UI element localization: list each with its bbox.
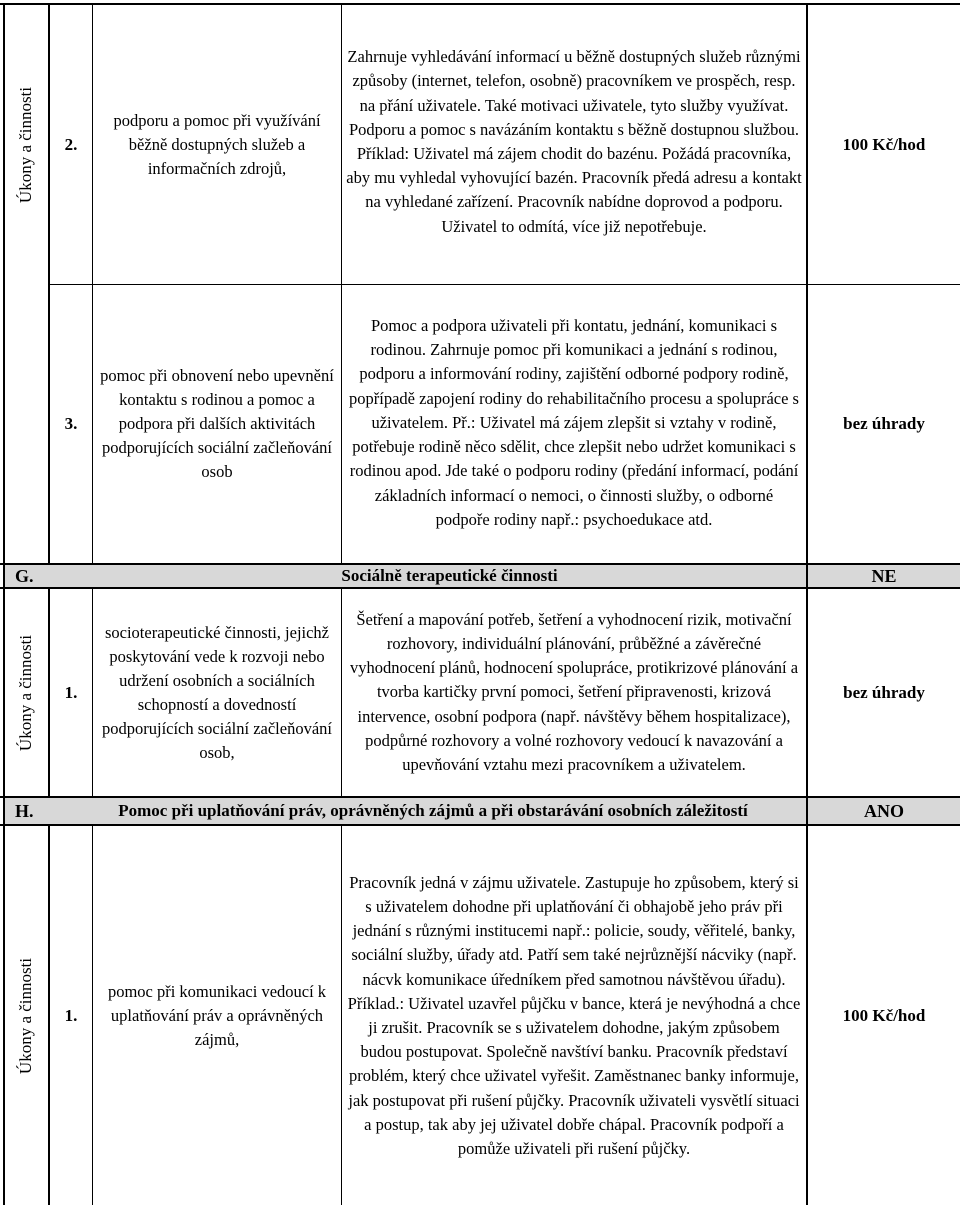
section-g-letter: G. [15, 565, 34, 586]
row-2-number: 2. [64, 134, 78, 154]
side-label-h: Úkony a činnosti [16, 957, 36, 1074]
section-h-row-task: pomoc při komunikaci vedoucí k uplatňování práv a oprávněných zájmů, [107, 981, 327, 1049]
section-h-title: Pomoc při uplatňování práv, oprávněných zájmů a při obstarávání osobních záležitostí [118, 801, 748, 820]
row-2-price: 100 Kč/hod [842, 134, 926, 154]
row-2-description: Zahrnuje vyhledávání informací u běžně dostupných služeb různými způsoby (internet, telefon, osobně) pracovníkem ve prospěch, resp. na přání uživatele. Také motivaci uživatele, tyto služby využívat. Podporu a pomoc s navázáním kontaktu s běžně dostupnou službou. Příklad: Uživatel má zájem chodit do bazénu. Požádá pracovníka, aby mu vyhledal vyhovující bazén. Pracovník předá adresu a kontakt na vyhledané zařízení. Pracovník nabídne doprovod a podporu. Uživatel to odmítá, více již nepotřebuje. [346, 47, 802, 236]
row-2-task: podporu a pomoc při využívání běžně dostupných služeb a informačních zdrojů, [113, 110, 321, 178]
section-g-row-number: 1. [64, 682, 78, 702]
side-label-g: Úkony a činnosti [16, 634, 36, 751]
section-g-flag: NE [871, 565, 897, 586]
section-h-letter: H. [15, 800, 34, 821]
section-h-flag: ANO [864, 800, 904, 821]
section-g-title: Sociálně terapeutické činnosti [341, 566, 558, 585]
row-3-task: pomoc při obnovení nebo upevnění kontaktu s rodinou a pomoc a podpora při dalších aktivitách podporujících sociální začleňování osob [100, 366, 334, 481]
section-g-row-task: socioterapeutické činnosti, jejichž poskytování vede k rozvoji nebo udržení osobních a sociálních schopností a dovedností podporujících sociální začleňování osob, [101, 622, 332, 762]
side-label-top: Úkony a činnosti [16, 86, 36, 203]
row-3-description: Pomoc a podpora uživateli při kontatu, jednání, komunikaci s rodinou. Zahrnuje pomoc při komunikaci a jednání s rodinou, podporu a informování rodiny, zajištění odborné podpory rodině, popřípadě zapojení rodiny do rehabilitačního procesu a spolupráce s uživatelem. Př.: Uživatel má zájem zlepšit si vztahy v rodině, potřebuje rodině něco sdělit, chce zlepšit nebo udržet komunikaci s rodinou apod. Jde také o podporu rodiny (předání informací, podání základních informací o nemoci, o činnosti služby, o odborné podpoře rodiny např.: psychoedukace atd. [349, 316, 799, 529]
section-g-row-description: Šetření a mapování potřeb, šetření a vyhodnocení rizik, motivační rozhovory, individuální plánování, průběžné a závěrečné vyhodnocení plánů, hodnocení spolupráce, protikrizové plánování a tvorba kartičky první pomoci, šetření připravenosti, krizová intervence, osobní podpora (např. návštěvy během hospitalizace), podpůrné rozhovory a volné rozhovory vedoucí k navazování a upevňování vztahu mezi pracovníkem a uživatelem. [349, 609, 799, 774]
section-h-row-description: Pracovník jedná v zájmu uživatele. Zastupuje ho způsobem, který si s uživatelem dohodne při uplatňování či obhajobě jeho práv při jednání s různými institucemi např.: policie, soudy, věřitelé, banky, sociální služby, úřady atd. Patří sem také nejrůznější nácviky (např. nácvk komunikace úředníkem před samotnou návštěvou úřadu). Příklad.: Uživatel uzavřel půjčku v bance, která je nevýhodná a chce ji zrušit. Pracovník se s uživatelem dohodne, jakým způsobem budou postupovat. Společně navštíví banku. Pracovník představí problém, který chce uživatel vyřešit. Zaměstnanec banky informuje, jak postupovat při rušení půjčky. Pracovník uživateli vysvětlí situaci a postup, tak aby jej uživatel dobře chápal. Pracovník podpoří a pomůže uživateli při rušení půjčky. [347, 872, 801, 1159]
row-3-price: bez úhrady [843, 414, 925, 433]
section-g-row-price: bez úhrady [843, 682, 925, 702]
section-h-row-number: 1. [64, 1005, 78, 1025]
section-h-row-price: 100 Kč/hod [842, 1005, 926, 1025]
row-3-number: 3. [64, 414, 78, 433]
